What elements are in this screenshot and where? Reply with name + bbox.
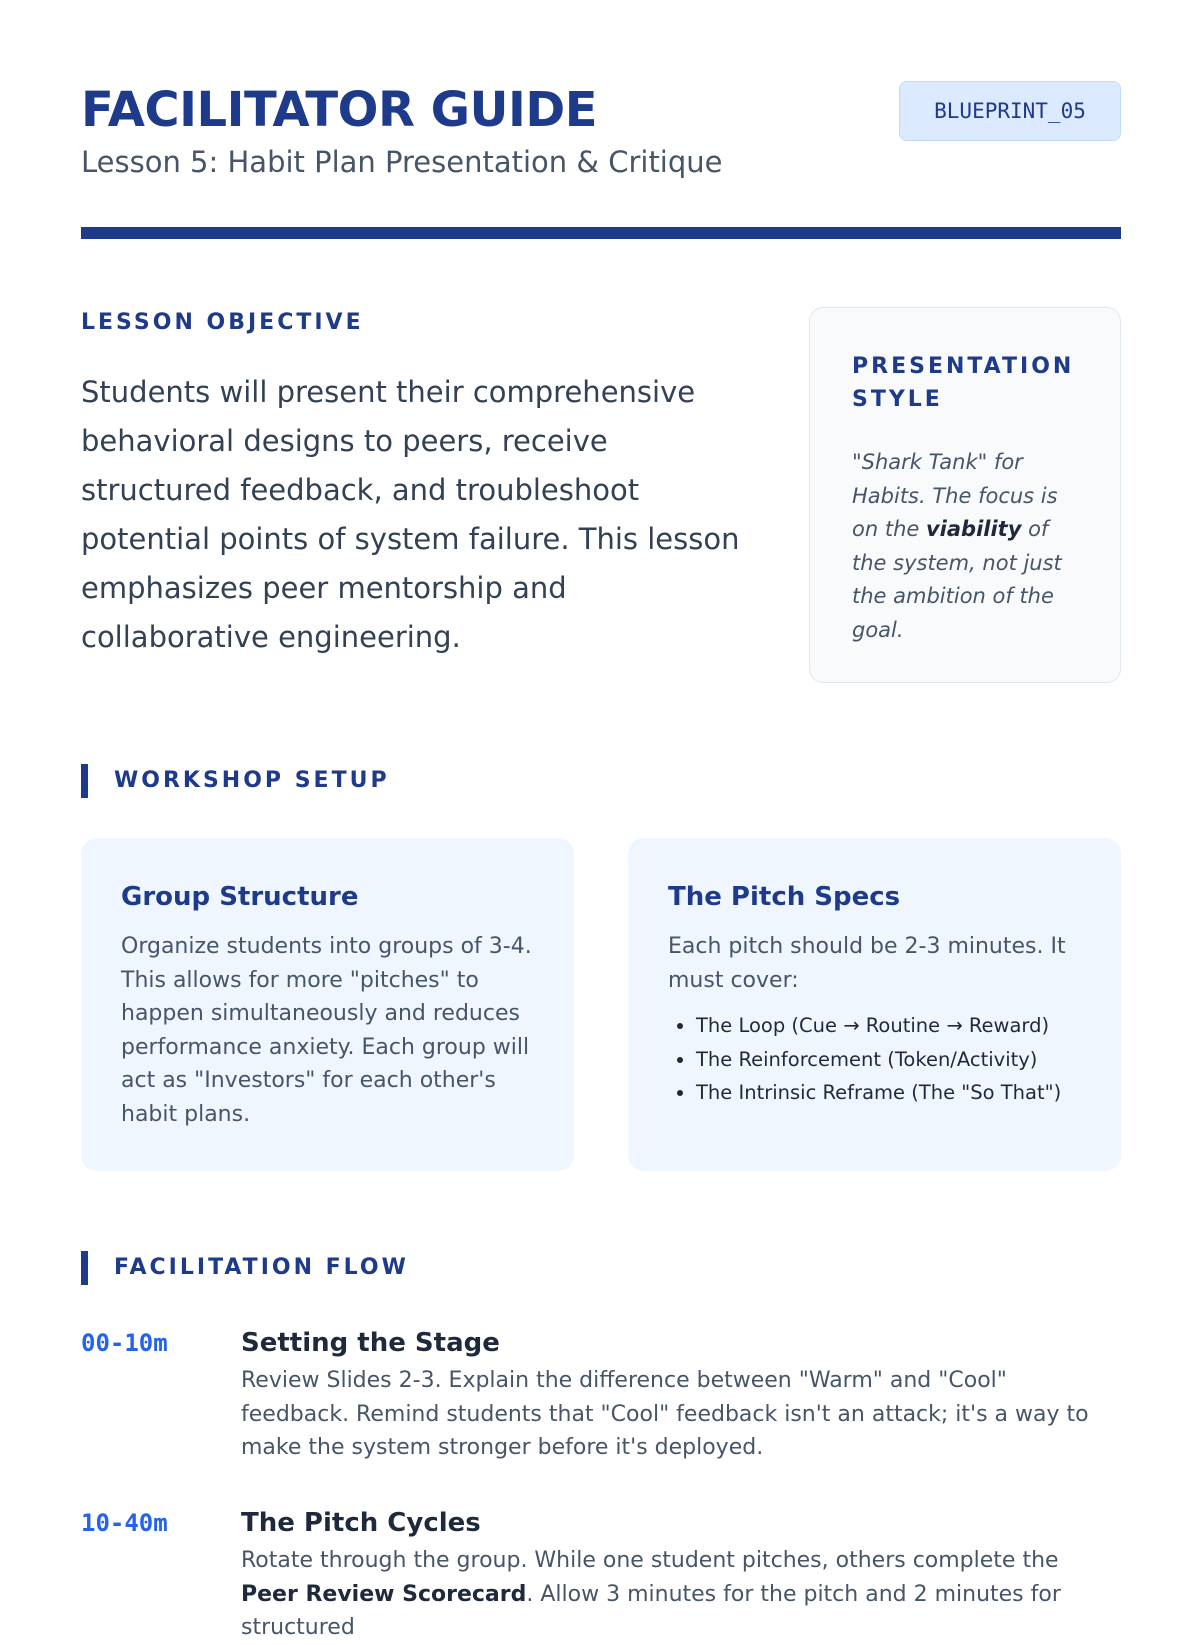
header-divider: [81, 227, 1121, 239]
flow-step-body: [241, 1325, 1121, 1465]
presentation-style-card: [809, 307, 1121, 683]
facilitator-guide-page: [81, 0, 1121, 1640]
quote-emphasis: viability: [925, 517, 1022, 541]
lesson-objective-section: [81, 308, 761, 662]
quote-text-start: "Shark Tank" for Habits. The focus is on the: [852, 450, 1058, 541]
page-title: FACILITATOR GUIDE: [81, 82, 597, 138]
list-item: • The Loop (Cue → Routine → Reward): [696, 1009, 1083, 1043]
group-structure-card: [81, 838, 574, 1171]
flow-text-start: Rotate through the group. While one student pitches, others complete the: [241, 1548, 1059, 1573]
lesson-objective-text: Students will present their comprehensive behavioral designs to peers, receive structured feedback, and troubleshoot potential points of system failure. This lesson emphasizes peer mentorship and collaborative engineering.: [81, 375, 740, 654]
facilitation-flow-heading: FACILITATION FLOW: [81, 1251, 409, 1285]
flow-step-time: 00-10m: [81, 1329, 168, 1357]
flow-step-text: Review Slides 2-3. Explain the difference between "Warm" and "Cool" feedback. Remind students that "Cool" feedback isn't an attack; it's a way to make the system stronger before it's deployed.: [241, 1368, 1089, 1460]
pitch-specs-card: [628, 838, 1121, 1171]
flow-step-time: 10-40m: [81, 1509, 168, 1537]
list-item: • The Intrinsic Reframe (The "So That"): [696, 1076, 1083, 1110]
page-header: [81, 80, 1121, 240]
list-item: • The Reinforcement (Token/Activity): [696, 1043, 1083, 1077]
pitch-specs-text: Each pitch should be 2-3 minutes. It must cover:: [668, 934, 1066, 993]
pitch-specs-title: The Pitch Specs: [668, 882, 901, 912]
blueprint-badge: BLUEPRINT_05: [899, 81, 1121, 141]
workshop-setup-heading: WORKSHOP SETUP: [81, 764, 390, 798]
presentation-style-label: PRESENTATION STYLE: [852, 354, 1075, 412]
lesson-objective-label: LESSON OBJECTIVE: [81, 310, 364, 335]
group-structure-text: Organize students into groups of 3-4. This allows for more "pitches" to happen simultaneously and reduces performance anxiety. Each group will act as "Investors" for each other's habit plans.: [121, 934, 532, 1127]
flow-step-title: The Pitch Cycles: [241, 1508, 481, 1538]
flow-step-text: [241, 1544, 1121, 1645]
flow-text-end: . Allow 3 minutes for the pitch and 2 minutes for structured: [241, 1581, 1061, 1640]
quote-text-end: of the system, not just the ambition of the goal.: [852, 517, 1062, 642]
scorecard-emphasis: Peer Review Scorecard: [241, 1581, 527, 1607]
pitch-specs-list: [668, 1009, 1083, 1110]
flow-step-body: [241, 1505, 1121, 1645]
lesson-subtitle: Lesson 5: Habit Plan Presentation & Critique: [81, 145, 723, 179]
group-structure-title: Group Structure: [121, 882, 359, 912]
flow-step-title: Setting the Stage: [241, 1328, 500, 1358]
presentation-style-quote: [852, 446, 1082, 647]
